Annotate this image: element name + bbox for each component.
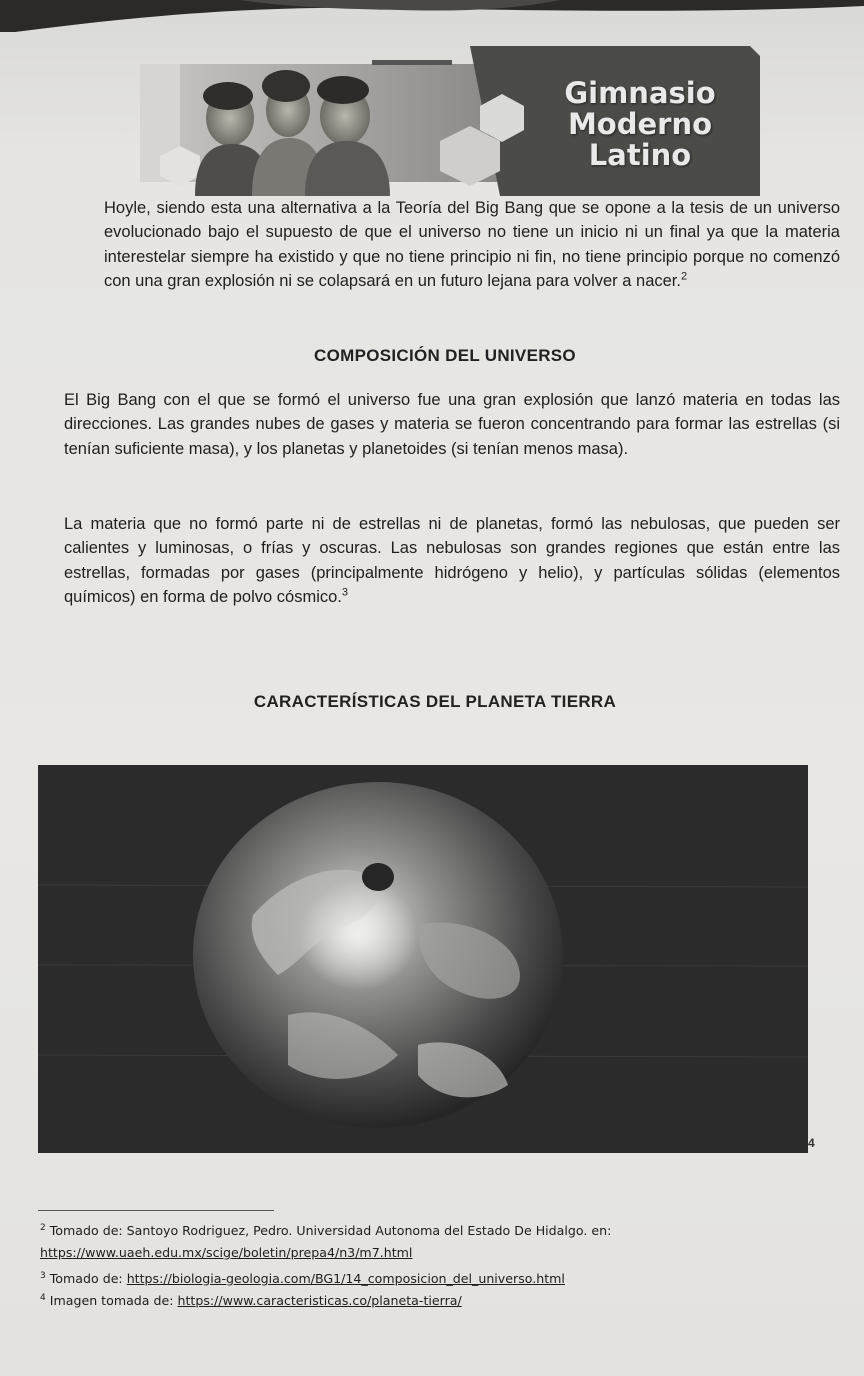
footnote-4-number: 4 (40, 1293, 46, 1303)
footnote-3-text: Tomado de: (49, 1271, 127, 1287)
footnote-3 (40, 1268, 565, 1287)
footnote-3-number: 3 (40, 1271, 46, 1281)
page-top-shadow (0, 0, 864, 32)
earth-globe-picture (38, 765, 808, 1153)
footnote-3-url[interactable]: https://biologia-geologia.com/BG1/14_composicion_del_universo.html (126, 1271, 565, 1287)
footnote-4-text: Imagen tomada de: (49, 1293, 178, 1309)
section1-paragraph-2 (64, 512, 840, 610)
intro-paragraph-text: Hoyle, siendo esta una alternativa a la Teoría del Big Bang que se opone a la tesis de un universo evolucionado bajo el supuesto de que el universo no tiene un inicio ni un final ya que la materia interestelar siempre ha existido y que no tiene principio ni fin, no tiene principio porque no comenzó con una gran explosión ni se colapsará en un futuro lejana para volver a nacer. (104, 199, 840, 291)
footnote-2-text: Tomado de: Santoyo Rodriguez, Pedro. Universidad Autonoma del Estado De Hidalgo. en: (49, 1223, 612, 1239)
footnote-4-url[interactable]: https://www.caracteristicas.co/planeta-tierra/ (177, 1293, 462, 1309)
school-banner (140, 46, 760, 196)
footnote-2 (40, 1220, 611, 1239)
school-name (520, 78, 760, 178)
section1-paragraph-1: El Big Bang con el que se formó el universo fue una gran explosión que lanzó materia en todas las direcciones. Las grandes nubes de gases y materia se fueron concentrando para formar las estrellas (si tenían suficiente masa), y los planetas y planetoides (si tenían menos masa). (64, 391, 840, 458)
school-name-line-3: Latino (588, 138, 692, 172)
footnote-4 (40, 1290, 462, 1309)
earth-image (38, 765, 808, 1153)
footnote-ref-4: 4 (808, 1136, 815, 1150)
footnote-ref-3: 3 (341, 586, 348, 599)
section1-paragraph-2-text: La materia que no formó parte ni de estrellas ni de planetas, formó las nebulosas, que pueden ser calientes y luminosas, o frías y oscuras. Las nebulosas son grandes regiones que están entre las estrellas, formadas por gases (principalmente hidrógeno y helio), y partículas sólidas (elementos químicos) en forma de polvo cósmico. (64, 515, 840, 607)
footnote-divider (38, 1210, 274, 1211)
school-name-line-1: Gimnasio (564, 76, 716, 110)
section-heading-composicion: COMPOSICIÓN DEL UNIVERSO (314, 346, 576, 365)
footnote-ref-2: 2 (680, 270, 688, 283)
section-heading-caracteristicas: CARACTERÍSTICAS DEL PLANETA TIERRA (253, 692, 617, 711)
footnote-2-link-line (40, 1244, 412, 1261)
intro-paragraph (104, 196, 840, 294)
school-name-line-2: Moderno (567, 107, 713, 141)
footnote-2-url[interactable]: https://www.uaeh.edu.mx/scige/boletin/prepa4/n3/m7.html (40, 1245, 413, 1260)
footnote-2-number: 2 (40, 1223, 46, 1233)
